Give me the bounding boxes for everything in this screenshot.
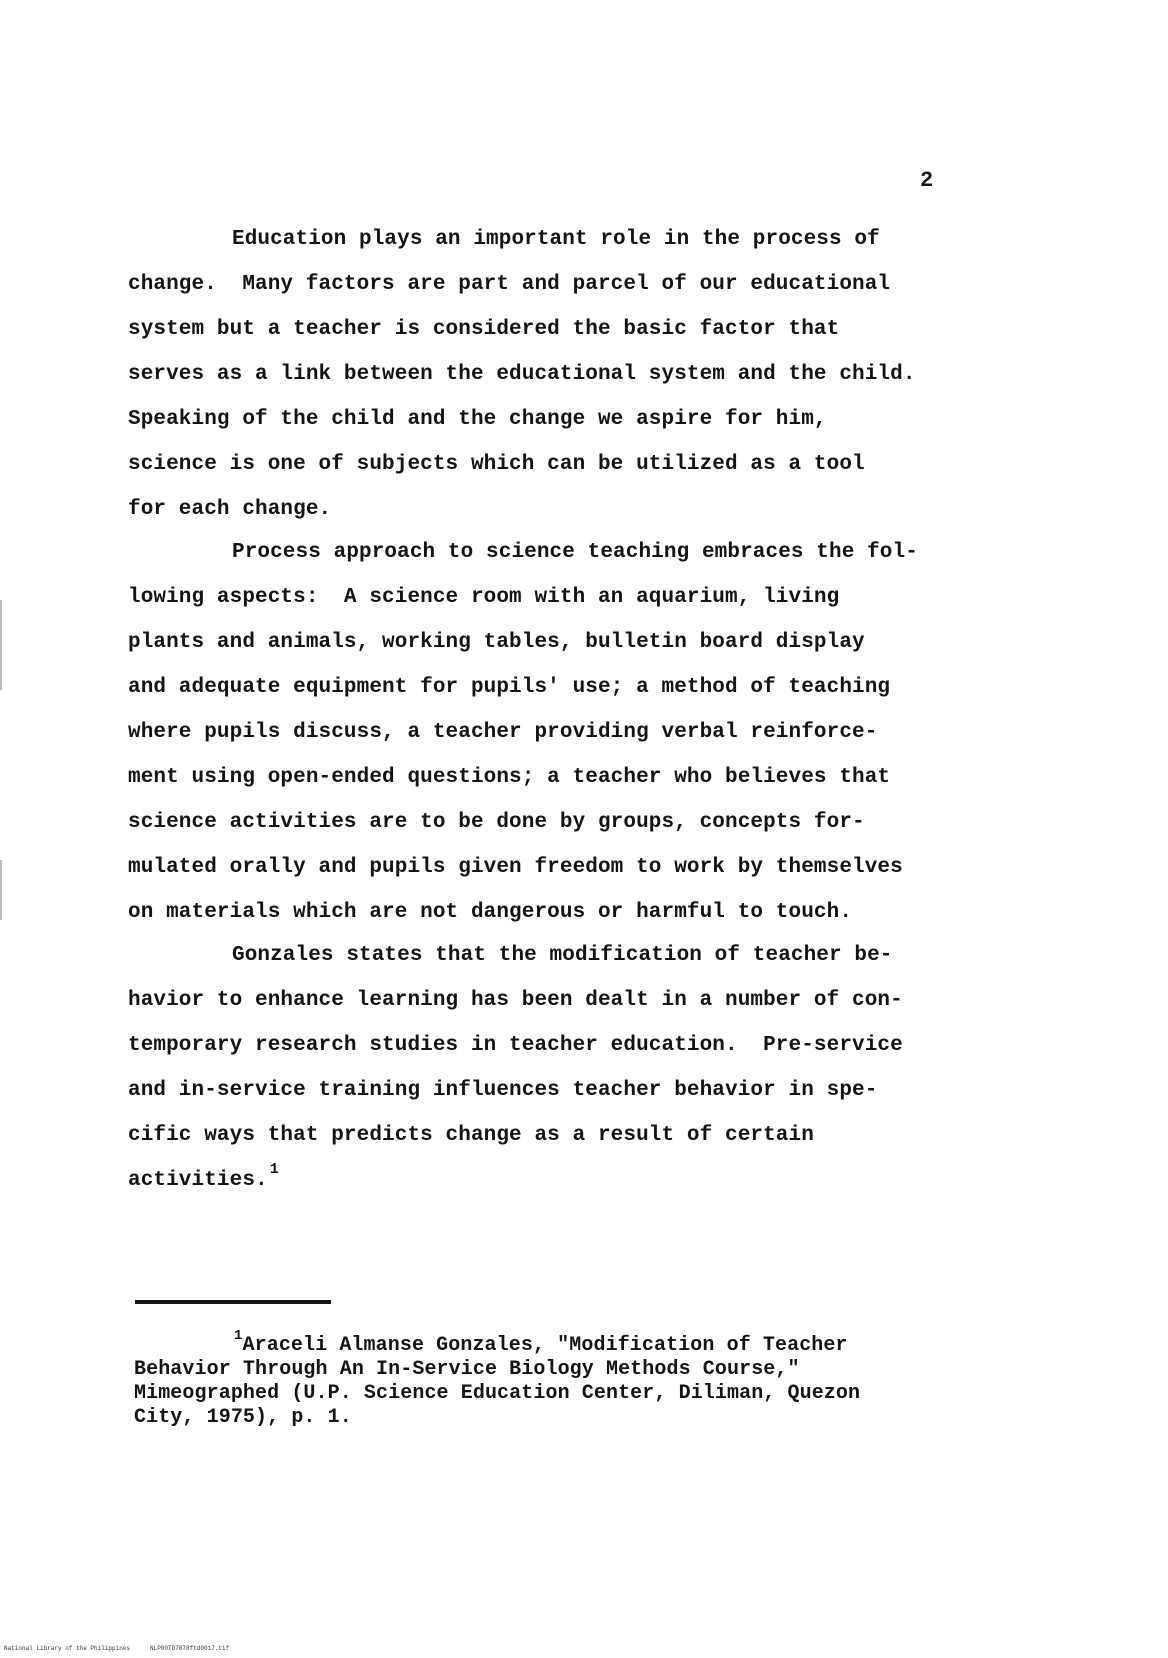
body-line: temporary research studies in teacher education. Pre-service — [128, 1034, 903, 1057]
body-line: and adequate equipment for pupils' use; a method of teaching — [128, 676, 891, 699]
footnote-divider — [135, 1300, 331, 1304]
body-line: havior to enhance learning has been dealt in a number of con- — [128, 989, 903, 1012]
body-line-last — [128, 1161, 279, 1192]
scan-edge-mark — [0, 860, 2, 920]
scan-edge-mark — [0, 600, 2, 690]
body-line: where pupils discuss, a teacher providing verbal reinforce- — [128, 721, 878, 744]
body-line: science is one of subjects which can be utilized as a tool — [128, 453, 865, 476]
body-line: lowing aspects: A science room with an aquarium, living — [128, 586, 840, 609]
scan-file-caption: NLP00TD7878ftd0017.tif — [150, 1645, 230, 1652]
body-line: serves as a link between the educational system and the child. — [128, 363, 916, 386]
body-line: cific ways that predicts change as a result of certain — [128, 1124, 814, 1147]
scan-library-caption: National Library of the Philippines — [4, 1645, 131, 1652]
body-line: Process approach to science teaching embraces the fol- — [232, 541, 918, 564]
body-line: ment using open-ended questions; a teacher who believes that — [128, 766, 891, 789]
body-line: and in-service training influences teacher behavior in spe- — [128, 1079, 878, 1102]
body-line: science activities are to be done by groups, concepts for- — [128, 811, 865, 834]
footnote-text: Araceli Almanse Gonzales, "Modification of Teacher — [242, 1334, 848, 1357]
footnote-line: Mimeographed (U.P. Science Education Center, Diliman, Quezon — [134, 1382, 861, 1405]
footnote-line — [234, 1328, 848, 1357]
body-line: Education plays an important role in the process of — [232, 228, 880, 251]
footnote-line: Behavior Through An In-Service Biology Methods Course," — [134, 1358, 800, 1381]
body-line: on materials which are not dangerous or harmful to touch. — [128, 901, 853, 924]
body-line: Gonzales states that the modification of teacher be- — [232, 944, 893, 967]
footnote-reference: 1 — [269, 1161, 279, 1178]
body-line: mulated orally and pupils given freedom to work by themselves — [128, 856, 903, 879]
body-line: Speaking of the child and the change we aspire for him, — [128, 408, 827, 431]
body-line: change. Many factors are part and parcel of our educational — [128, 273, 891, 296]
page-number: 2 — [920, 168, 934, 193]
footnote-marker: 1 — [234, 1328, 243, 1344]
body-line: for each change. — [128, 498, 332, 521]
body-line: system but a teacher is considered the basic factor that — [128, 318, 840, 341]
body-line: plants and animals, working tables, bulletin board display — [128, 631, 865, 654]
body-line-text: activities. — [128, 1169, 268, 1192]
footnote-line: City, 1975), p. 1. — [134, 1406, 352, 1429]
